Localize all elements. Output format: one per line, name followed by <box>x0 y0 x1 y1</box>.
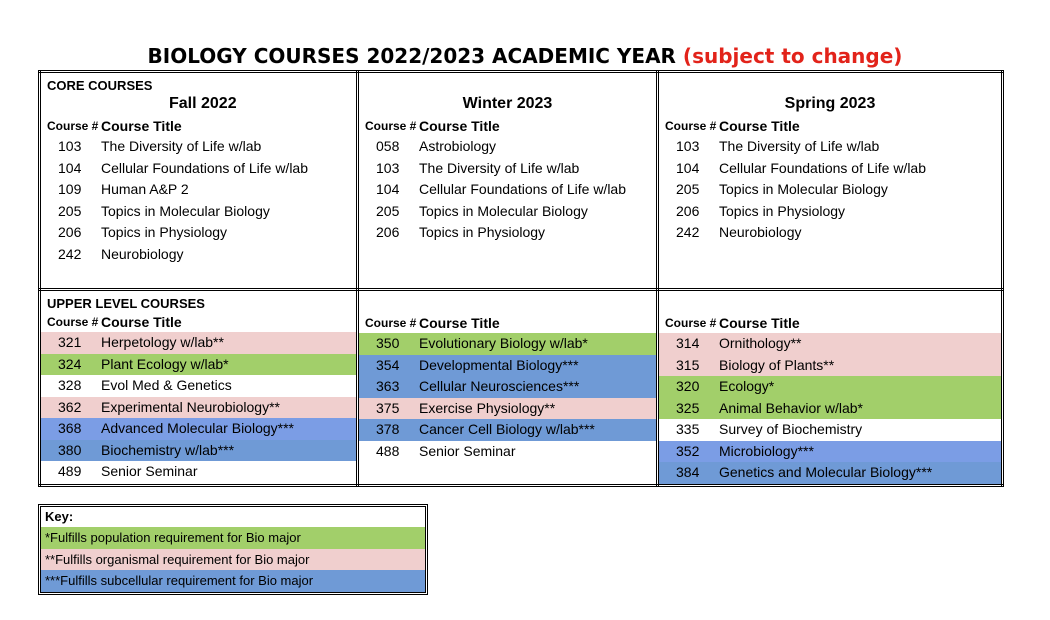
course-title: Topics in Physiology <box>101 224 228 240</box>
table-row <box>41 201 356 223</box>
upper-winter-cell <box>358 290 658 486</box>
course-num: 354 <box>376 356 400 373</box>
header-course-title: Course Title <box>719 118 800 134</box>
course-num: 324 <box>58 355 82 372</box>
header-course-title: Course Title <box>419 118 500 134</box>
table-row <box>359 419 656 441</box>
course-title: Cellular Foundations of Life w/lab <box>719 159 927 176</box>
course-title: Cellular Foundations of Life w/lab <box>101 159 309 176</box>
header-course-num: Course # <box>665 316 717 330</box>
course-num: 352 <box>676 442 700 459</box>
table-row <box>359 398 656 420</box>
term-spring-2023: Spring 2023 <box>784 95 876 112</box>
page-title <box>0 43 1050 69</box>
upper-section-label: UPPER LEVEL COURSES <box>47 296 205 311</box>
course-num: 109 <box>58 181 82 197</box>
table-row <box>359 376 656 398</box>
course-num: 103 <box>58 138 82 154</box>
key-subcellular: ***Fulfills subcellular requirement for Bio major <box>41 570 425 592</box>
header-course-title: Course Title <box>419 315 500 331</box>
course-num: 375 <box>376 399 400 416</box>
course-title: Advanced Molecular Biology*** <box>101 420 294 436</box>
course-title: Biology of Plants** <box>719 356 835 373</box>
course-title: Experimental Neurobiology** <box>101 398 280 415</box>
table-row <box>359 333 656 355</box>
course-title: Neurobiology <box>101 245 184 262</box>
course-num: 378 <box>376 421 400 437</box>
course-num: 384 <box>676 464 700 480</box>
course-title: Exercise Physiology** <box>419 399 556 416</box>
table-row <box>41 375 356 397</box>
course-title: Survey of Biochemistry <box>719 421 863 437</box>
course-title: Topics in Molecular Biology <box>101 202 270 219</box>
course-title: Human A&P 2 <box>101 181 189 197</box>
header-course-num: Course # <box>47 119 99 133</box>
table-row <box>659 355 1001 377</box>
course-title: Senior Seminar <box>101 463 198 479</box>
column-header <box>659 116 1001 136</box>
course-table <box>38 70 1004 487</box>
table-row <box>41 397 356 419</box>
table-row <box>659 201 1001 223</box>
column-header <box>659 313 1001 333</box>
table-row <box>659 419 1001 441</box>
table-row <box>41 136 356 158</box>
course-num: 315 <box>676 356 700 373</box>
course-title: Animal Behavior w/lab* <box>719 399 863 416</box>
course-num: 206 <box>676 202 700 219</box>
course-num: 362 <box>58 398 82 415</box>
table-row <box>659 376 1001 398</box>
upper-spring-cell <box>658 290 1003 486</box>
table-row <box>41 461 356 483</box>
course-num: 104 <box>676 159 700 176</box>
course-num: 350 <box>376 335 400 351</box>
course-title: Topics in Molecular Biology <box>719 181 888 197</box>
course-title: Evolutionary Biology w/lab* <box>419 335 588 351</box>
core-section-label: CORE COURSES <box>47 78 153 93</box>
course-num: 314 <box>676 335 700 351</box>
column-header <box>41 312 356 332</box>
course-title: Biochemistry w/lab*** <box>101 441 235 458</box>
key-population: *Fulfills population requirement for Bio major <box>41 527 425 549</box>
table-row <box>359 355 656 377</box>
course-num: 363 <box>376 378 400 394</box>
course-title: The Diversity of Life w/lab <box>719 138 880 154</box>
table-row <box>359 179 656 201</box>
table-row <box>41 222 356 244</box>
core-winter-cell <box>358 72 658 290</box>
course-num: 368 <box>58 420 82 436</box>
course-title: Neurobiology <box>719 224 802 240</box>
column-header <box>41 116 356 136</box>
table-row <box>41 332 356 354</box>
table-row <box>359 441 656 463</box>
core-fall-cell <box>40 72 358 290</box>
table-row <box>41 418 356 440</box>
course-title: The Diversity of Life w/lab <box>101 138 262 154</box>
table-row <box>41 354 356 376</box>
course-num: 242 <box>676 224 700 240</box>
upper-fall-cell <box>40 290 358 486</box>
course-num: 489 <box>58 463 82 479</box>
course-title: Cancer Cell Biology w/lab*** <box>419 421 595 437</box>
course-num: 321 <box>58 334 82 350</box>
term-fall-2022: Fall 2022 <box>169 95 237 112</box>
course-title: Cellular Foundations of Life w/lab <box>419 181 627 197</box>
course-num: 104 <box>58 159 82 176</box>
course-num: 205 <box>58 202 82 219</box>
course-title: Plant Ecology w/lab* <box>101 355 229 372</box>
course-title: Cellular Neurosciences*** <box>419 378 580 394</box>
header-course-title: Course Title <box>101 314 182 330</box>
course-num: 488 <box>376 442 400 459</box>
course-num: 058 <box>376 138 400 154</box>
header-course-num: Course # <box>365 119 417 133</box>
legend-key <box>38 504 428 595</box>
header-course-num: Course # <box>365 316 417 330</box>
table-row <box>359 201 656 223</box>
header-course-num: Course # <box>47 315 99 329</box>
header-course-title: Course Title <box>101 118 182 134</box>
term-winter-2023: Winter 2023 <box>462 95 553 112</box>
table-row <box>359 158 656 180</box>
table-row <box>41 244 356 266</box>
table-row <box>359 222 656 244</box>
key-label: Key: <box>45 509 74 524</box>
course-title: Senior Seminar <box>419 442 516 459</box>
course-num: 328 <box>58 377 82 393</box>
course-num: 206 <box>376 224 400 240</box>
course-num: 380 <box>58 441 82 458</box>
table-row <box>659 441 1001 463</box>
course-num: 320 <box>676 378 700 394</box>
table-row <box>659 158 1001 180</box>
title-main: BIOLOGY COURSES 2022/2023 ACADEMIC YEAR <box>147 44 683 68</box>
course-title: Astrobiology <box>419 138 497 154</box>
table-row <box>41 158 356 180</box>
course-num: 242 <box>58 245 82 262</box>
core-spring-cell <box>658 72 1003 290</box>
column-header <box>359 116 656 136</box>
course-title: Ornithology** <box>719 335 802 351</box>
course-num: 335 <box>676 421 700 437</box>
table-row <box>659 462 1001 484</box>
course-title: Topics in Physiology <box>419 224 546 240</box>
course-num: 205 <box>376 202 400 219</box>
table-row <box>659 398 1001 420</box>
course-num: 205 <box>676 181 700 197</box>
table-row <box>659 136 1001 158</box>
table-row <box>41 179 356 201</box>
table-row <box>659 333 1001 355</box>
course-title: Ecology* <box>719 378 775 394</box>
table-row <box>659 179 1001 201</box>
course-title: Genetics and Molecular Biology*** <box>719 464 933 480</box>
course-title: Topics in Molecular Biology <box>419 202 588 219</box>
course-num: 103 <box>376 159 400 176</box>
table-row <box>659 222 1001 244</box>
course-title: Developmental Biology*** <box>419 356 579 373</box>
course-title: Topics in Physiology <box>719 202 846 219</box>
course-title: Microbiology*** <box>719 442 814 459</box>
column-header <box>359 313 656 333</box>
course-num: 206 <box>58 224 82 240</box>
key-organismal: **Fulfills organismal requirement for Bio major <box>41 549 425 571</box>
course-title: Herpetology w/lab** <box>101 334 224 350</box>
header-course-title: Course Title <box>719 315 800 331</box>
course-num: 104 <box>376 181 400 197</box>
course-title: Evol Med & Genetics <box>101 377 232 393</box>
table-row <box>359 136 656 158</box>
title-note: (subject to change) <box>682 44 903 68</box>
header-course-num: Course # <box>665 119 717 133</box>
table-row <box>41 440 356 462</box>
course-num: 325 <box>676 399 700 416</box>
course-title: The Diversity of Life w/lab <box>419 159 580 176</box>
course-num: 103 <box>676 138 700 154</box>
